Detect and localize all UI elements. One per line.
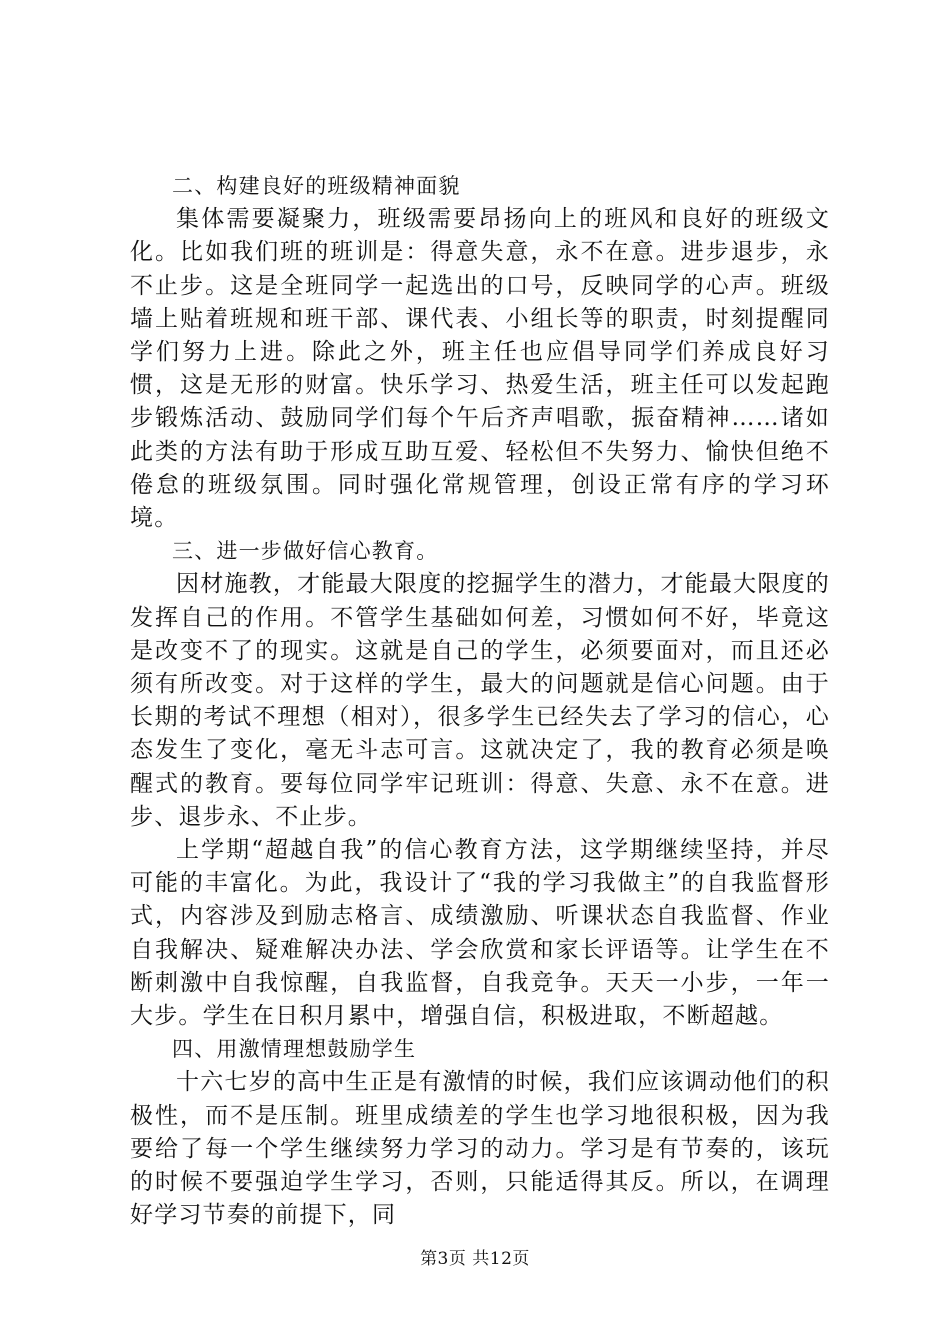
paragraph-passion-ideals: 十六七岁的高中生正是有激情的时候，我们应该调动他们的积极性，而不是压制。班里成绩差的学生也学习地很积极，因为我要给了每一个学生继续努力学习的动力。学习是有节奏的，该玩的时候不要强迫学生学习，否则，只能适得其反。所以，在调理好学习节奏的前提下，同 bbox=[130, 1069, 830, 1229]
section-heading-2: 二、构建良好的班级精神面貌 bbox=[172, 174, 461, 198]
page-number-footer: 第3页 共12页 bbox=[420, 1249, 530, 1269]
document-body bbox=[130, 170, 830, 1233]
section-heading-4: 四、用激情理想鼓励学生 bbox=[172, 1037, 417, 1062]
paragraph-confidence-education: 因材施教，才能最大限度的挖掘学生的潜力，才能最大限度的发挥自己的作用。不管学生基础如何差，习惯如何不好，毕竟这是改变不了的现实。这就是自己的学生，必须要面对，而且还必须有所改变。对于这样的学生，最大的问题就是信心问题。由于长期的考试不理想（相对），很多学生已经失去了学习的信心，心态发生了变化，毫无斗志可言。这就决定了，我的教育必须是唤醒式的教育。要每位同学牢记班训：得意、失意、永不在意。进步、退步永、不止步。 bbox=[130, 571, 830, 830]
paragraph-class-spirit: 集体需要凝聚力，班级需要昂扬向上的班风和良好的班级文化。比如我们班的班训是：得意失意，永不在意。进步退步，永不止步。这是全班同学一起选出的口号，反映同学的心声。班级墙上贴着班规和班干部、课代表、小组长等的职责，时刻提醒同学们努力上进。除此之外，班主任也应倡导同学们养成良好习惯，这是无形的财富。快乐学习、热爱生活，班主任可以发起跑步锻炼活动、鼓励同学们每个午后齐声唱歌，振奋精神……诸如此类的方法有助于形成互助互爱、轻松但不失努力、愉快但绝不倦怠的班级氛围。同时强化常规管理，创设正常有序的学习环境。 bbox=[130, 206, 830, 532]
section-heading-3: 三、进一步做好信心教育。 bbox=[172, 539, 439, 564]
paragraph-self-supervision: 上学期“超越自我”的信心教育方法，这学期继续坚持，并尽可能的丰富化。为此，我设计了“我的学习我做主”的自我监督形式，内容涉及到励志格言、成绩激励、听课状态自我监督、作业自我解决、疑难解决办法、学会欣赏和家长评语等。让学生在不断刺激中自我惊醒，自我监督，自我竞争。天天一小步，一年一大步。学生在日积月累中，增强自信，积极进取，不断超越。 bbox=[130, 837, 830, 1030]
